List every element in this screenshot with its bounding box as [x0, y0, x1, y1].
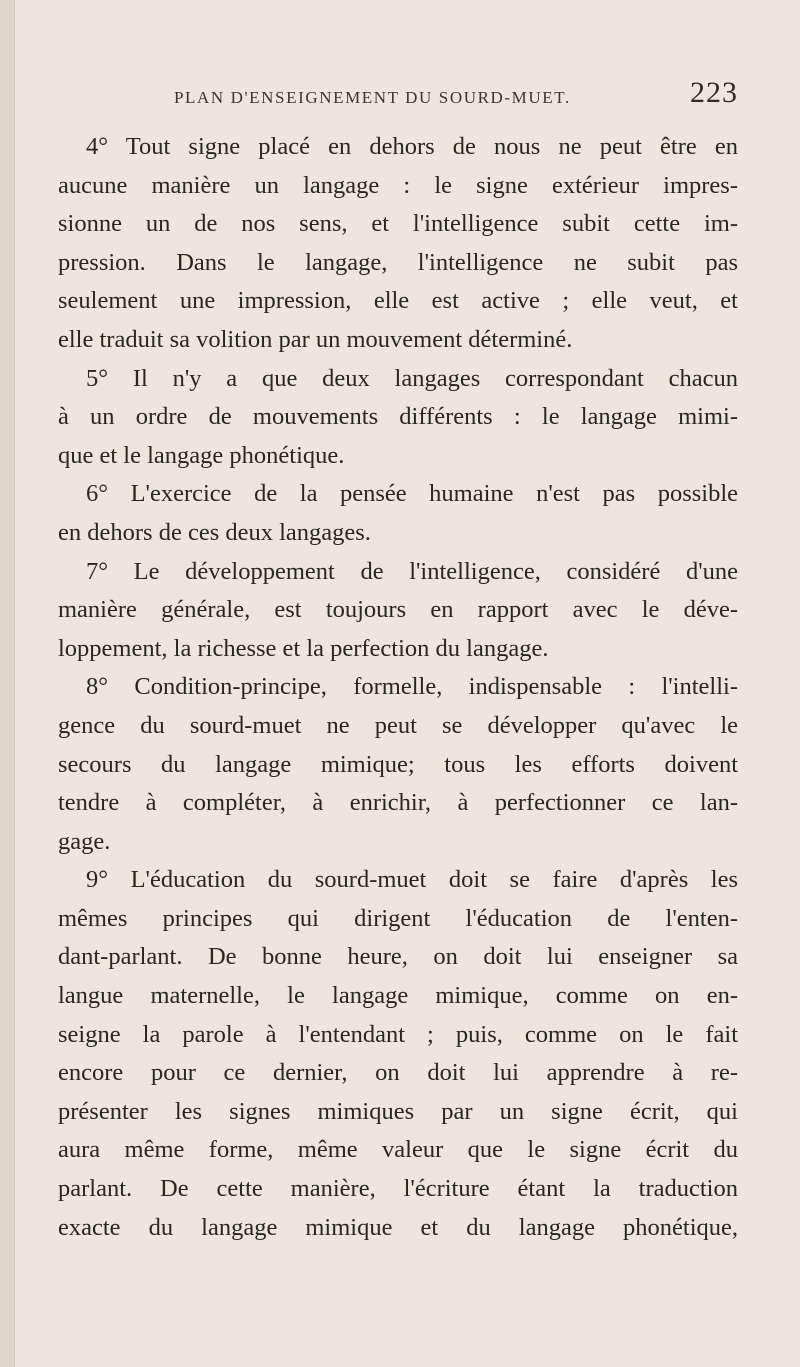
- page-number: 223: [690, 76, 738, 109]
- text-line: langue maternelle, le langage mimique, comme on en-: [58, 982, 738, 1010]
- text-line: seulement une impression, elle est active ; elle veut, et: [58, 287, 738, 315]
- text-line: elle traduit sa volition par un mouvement déterminé.: [58, 325, 573, 353]
- text-line: exacte du langage mimique et du langage phonétique,: [58, 1213, 738, 1241]
- text-line: gage.: [58, 827, 111, 855]
- text-line: 9° L'éducation du sourd-muet doit se faire d'après les: [86, 866, 738, 894]
- text-line: pression. Dans le langage, l'intelligence ne subit pas: [58, 248, 738, 276]
- text-line: 6° L'exercice de la pensée humaine n'est pas possible: [86, 480, 738, 508]
- text-line: mêmes principes qui dirigent l'éducation de l'enten-: [58, 904, 738, 932]
- page-header: [72, 70, 744, 114]
- text-line: encore pour ce dernier, on doit lui apprendre à re-: [58, 1059, 738, 1087]
- text-line: secours du langage mimique; tous les efforts doivent: [58, 750, 738, 778]
- text-line: 4° Tout signe placé en dehors de nous ne peut être en: [86, 133, 738, 160]
- text-line: gence du sourd-muet ne peut se développer qu'avec le: [58, 711, 738, 739]
- text-line: que et le langage phonétique.: [58, 441, 345, 469]
- text-line: à un ordre de mouvements différents : le langage mimi-: [58, 403, 738, 431]
- running-head: PLAN D'ENSEIGNEMENT DU SOURD-MUET.: [174, 88, 571, 107]
- text-line: 7° Le développement de l'intelligence, considéré d'une: [86, 557, 738, 585]
- text-line: tendre à compléter, à enrichir, à perfectionner ce lan-: [58, 789, 738, 817]
- text-line: présenter les signes mimiques par un signe écrit, qui: [58, 1097, 738, 1125]
- text-line: en dehors de ces deux langages.: [58, 518, 371, 546]
- text-line: 8° Condition-principe, formelle, indispensable : l'intelli-: [86, 673, 738, 701]
- text-line: 5° Il n'y a que deux langages correspondant chacun: [86, 364, 738, 392]
- text-line: manière générale, est toujours en rapport avec le déve-: [58, 596, 738, 624]
- text-line: sionne un de nos sens, et l'intelligence subit cette im-: [58, 210, 738, 238]
- text-line: parlant. De cette manière, l'écriture étant la traduction: [58, 1175, 738, 1203]
- body-text: [58, 128, 738, 1247]
- text-line: loppement, la richesse et la perfection du langage.: [58, 634, 549, 662]
- text-line: dant-parlant. De bonne heure, on doit lui enseigner sa: [58, 943, 738, 971]
- page-edge: [0, 0, 15, 1367]
- text-line: aucune manière un langage : le signe extérieur impres-: [58, 171, 738, 199]
- text-line: aura même forme, même valeur que le signe écrit du: [58, 1136, 738, 1164]
- text-line: seigne la parole à l'entendant ; puis, comme on le fait: [58, 1020, 738, 1048]
